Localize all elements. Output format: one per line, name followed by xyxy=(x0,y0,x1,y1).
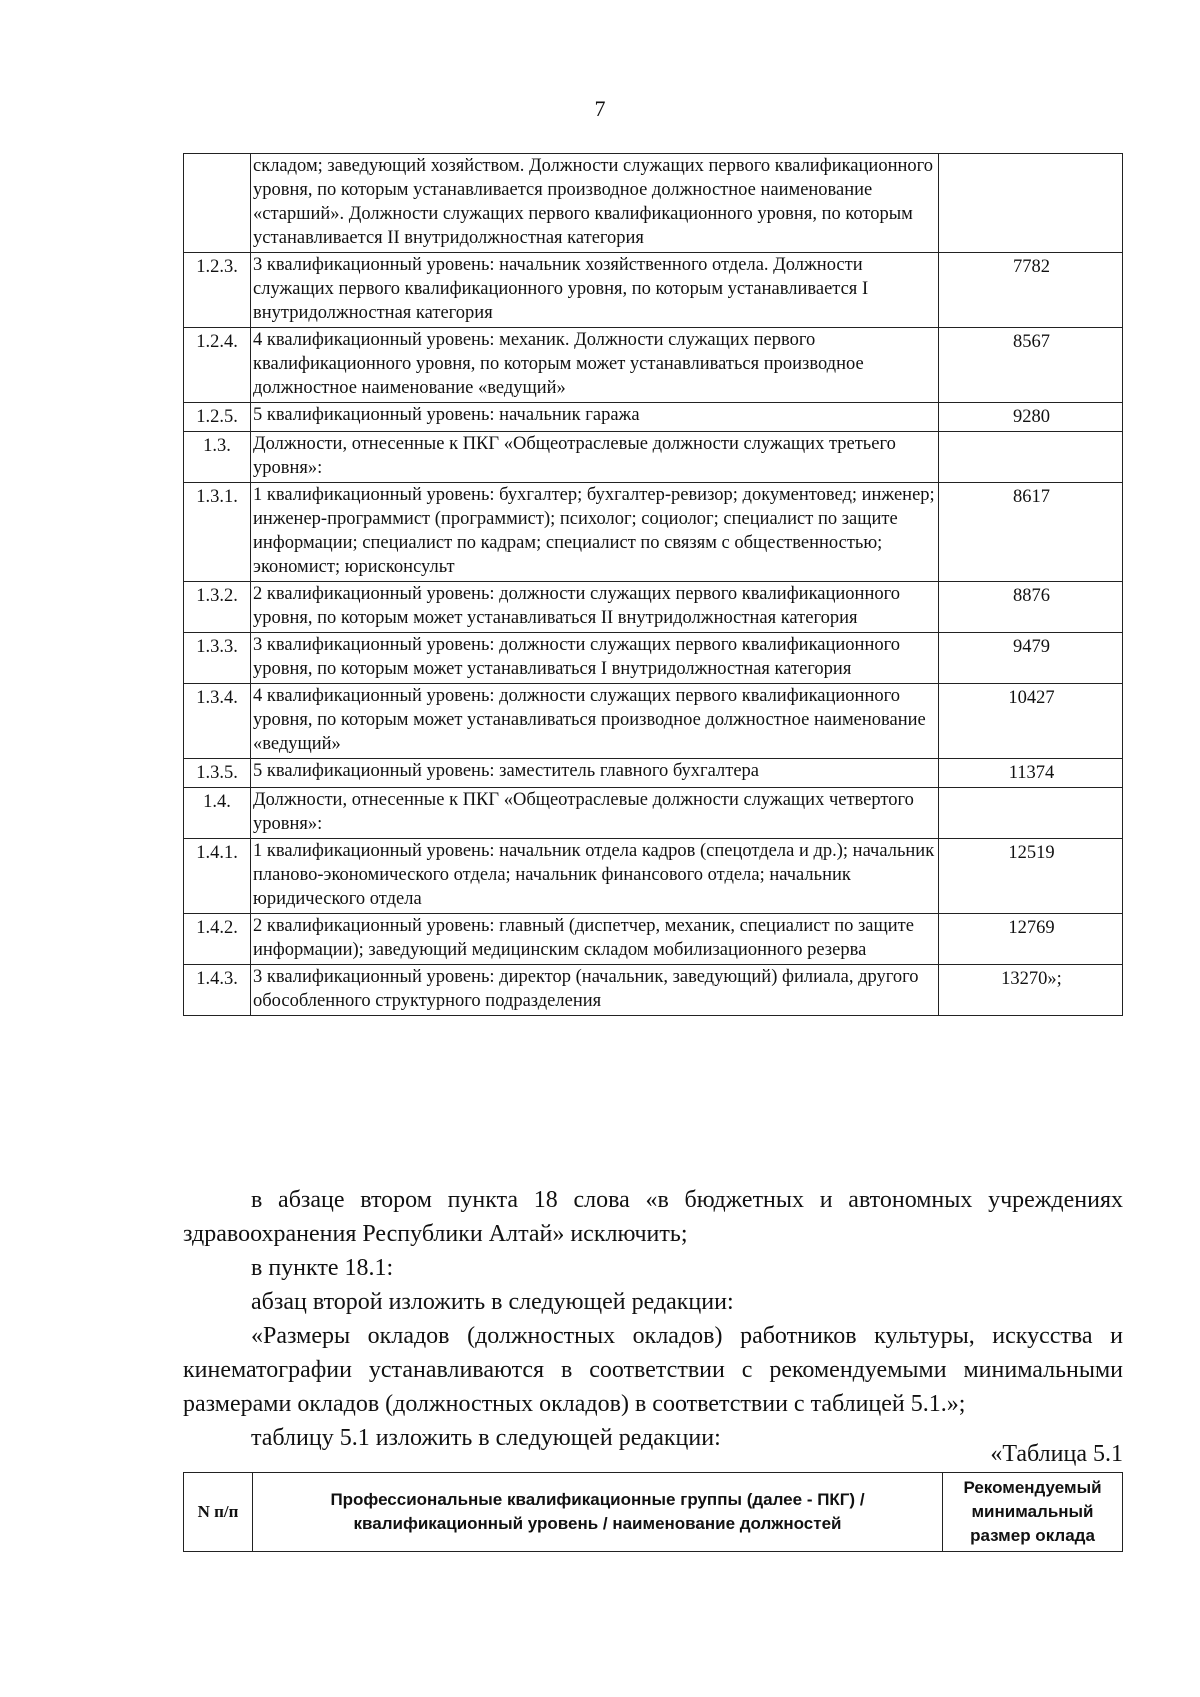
row-description: 3 квалификационный уровень: начальник хозяйственного отдела. Должности служащих первого квалификационного уровня, по которым устанавливается I внутридолжностная категория xyxy=(251,253,939,328)
row-description: 5 квалификационный уровень: начальник гаража xyxy=(251,403,939,432)
row-number: 1.3.4. xyxy=(184,684,251,759)
table-row xyxy=(184,914,1123,965)
row-description: 2 квалификационный уровень: главный (диспетчер, механик, специалист по защите информации); заведующий медицинским складом мобилизационного резерва xyxy=(251,914,939,965)
row-description: 4 квалификационный уровень: должности служащих первого квалификационного уровня, по которым может устанавливаться производное должностное наименование «ведущий» xyxy=(251,684,939,759)
row-salary: 12519 xyxy=(939,839,1123,914)
table-row xyxy=(184,403,1123,432)
row-description: 5 квалификационный уровень: заместитель главного бухгалтера xyxy=(251,759,939,788)
row-number: 1.4.3. xyxy=(184,965,251,1016)
row-salary: 13270»; xyxy=(939,965,1123,1016)
row-number: 1.4. xyxy=(184,788,251,839)
row-number xyxy=(184,154,251,253)
row-number: 1.3. xyxy=(184,432,251,483)
row-salary: 9280 xyxy=(939,403,1123,432)
table-5-1-header xyxy=(183,1472,1123,1552)
row-number: 1.4.1. xyxy=(184,839,251,914)
row-number: 1.2.3. xyxy=(184,253,251,328)
row-description: складом; заведующий хозяйством. Должности служащих первого квалификационного уровня, по которым устанавливается производное должностное наименование «старший». Должности служащих первого квалификационного уровня, по которым устанавливается II внутридолжностная категория xyxy=(251,154,939,253)
page-number: 7 xyxy=(594,96,606,121)
header-groups: Профессиональные квалификационные группы (далее - ПКГ) / квалификационный уровень / наименование должностей xyxy=(253,1473,943,1552)
row-description: 2 квалификационный уровень: должности служащих первого квалификационного уровня, по которым может устанавливаться II внутридолжностная категория xyxy=(251,582,939,633)
row-number: 1.3.5. xyxy=(184,759,251,788)
row-salary: 7782 xyxy=(939,253,1123,328)
row-salary: 12769 xyxy=(939,914,1123,965)
table-row xyxy=(184,788,1123,839)
header-salary: Рекомендуемый минимальный размер оклада xyxy=(943,1473,1123,1552)
table-row xyxy=(184,759,1123,788)
row-salary: 10427 xyxy=(939,684,1123,759)
paragraph-text: «Размеры окладов (должностных окладов) работников культуры, искусства и кинематографии устанавливаются в соответствии с рекомендуемыми минимальными размерами окладов (должностных окладов) в соответствии с таблицей 5.1.»; xyxy=(183,1323,1123,1417)
paragraph-text: в пункте 18.1: xyxy=(251,1255,394,1281)
row-salary: 8617 xyxy=(939,483,1123,582)
paragraph-instruction xyxy=(183,1285,1123,1319)
row-salary xyxy=(939,788,1123,839)
table-row xyxy=(184,582,1123,633)
table-caption: «Таблица 5.1 xyxy=(990,1441,1123,1467)
row-salary: 8876 xyxy=(939,582,1123,633)
row-salary: 8567 xyxy=(939,328,1123,403)
row-salary xyxy=(939,432,1123,483)
salary-table xyxy=(183,153,1123,1016)
row-salary: 11374 xyxy=(939,759,1123,788)
row-number: 1.2.5. xyxy=(184,403,251,432)
header-row xyxy=(184,1473,1123,1552)
paragraph-clause xyxy=(183,1251,1123,1285)
row-number: 1.2.4. xyxy=(184,328,251,403)
table-row xyxy=(184,154,1123,253)
paragraph-exclusion xyxy=(183,1183,1123,1251)
row-description: 4 квалификационный уровень: механик. Должности служащих первого квалификационного уровня, по которым может устанавливаться производное должностное наименование «ведущий» xyxy=(251,328,939,403)
table-row xyxy=(184,633,1123,684)
row-description: 1 квалификационный уровень: бухгалтер; бухгалтер-ревизор; документовед; инженер; инженер-программист (программист); психолог; социолог; специалист по защите информации; специалист по кадрам; специалист по связям с общественностью; экономист; юрисконсульт xyxy=(251,483,939,582)
row-description: Должности, отнесенные к ПКГ «Общеотраслевые должности служащих третьего уровня»: xyxy=(251,432,939,483)
paragraph-text: в абзаце втором пункта 18 слова «в бюджетных и автономных учреждениях здравоохранения Республики Алтай» исключить; xyxy=(183,1187,1123,1247)
row-description: Должности, отнесенные к ПКГ «Общеотраслевые должности служащих четвертого уровня»: xyxy=(251,788,939,839)
row-salary: 9479 xyxy=(939,633,1123,684)
row-description: 1 квалификационный уровень: начальник отдела кадров (спецотдела и др.); начальник планово-экономического отдела; начальник финансового отдела; начальник юридического отдела xyxy=(251,839,939,914)
paragraph-quote xyxy=(183,1319,1123,1421)
row-number: 1.4.2. xyxy=(184,914,251,965)
table-row xyxy=(184,328,1123,403)
row-description: 3 квалификационный уровень: директор (начальник, заведующий) филиала, другого обособленного структурного подразделения xyxy=(251,965,939,1016)
row-number: 1.3.1. xyxy=(184,483,251,582)
header-number: N п/п xyxy=(184,1473,253,1552)
row-description: 3 квалификационный уровень: должности служащих первого квалификационного уровня, по которым может устанавливаться I внутридолжностная категория xyxy=(251,633,939,684)
row-number: 1.3.3. xyxy=(184,633,251,684)
table-row xyxy=(184,253,1123,328)
row-salary xyxy=(939,154,1123,253)
table-row xyxy=(184,839,1123,914)
paragraph-text: таблицу 5.1 изложить в следующей редакции: xyxy=(251,1425,721,1451)
table-row xyxy=(184,483,1123,582)
table-row xyxy=(184,684,1123,759)
table-row xyxy=(184,965,1123,1016)
table-row xyxy=(184,432,1123,483)
row-number: 1.3.2. xyxy=(184,582,251,633)
paragraph-text: абзац второй изложить в следующей редакции: xyxy=(251,1289,734,1315)
